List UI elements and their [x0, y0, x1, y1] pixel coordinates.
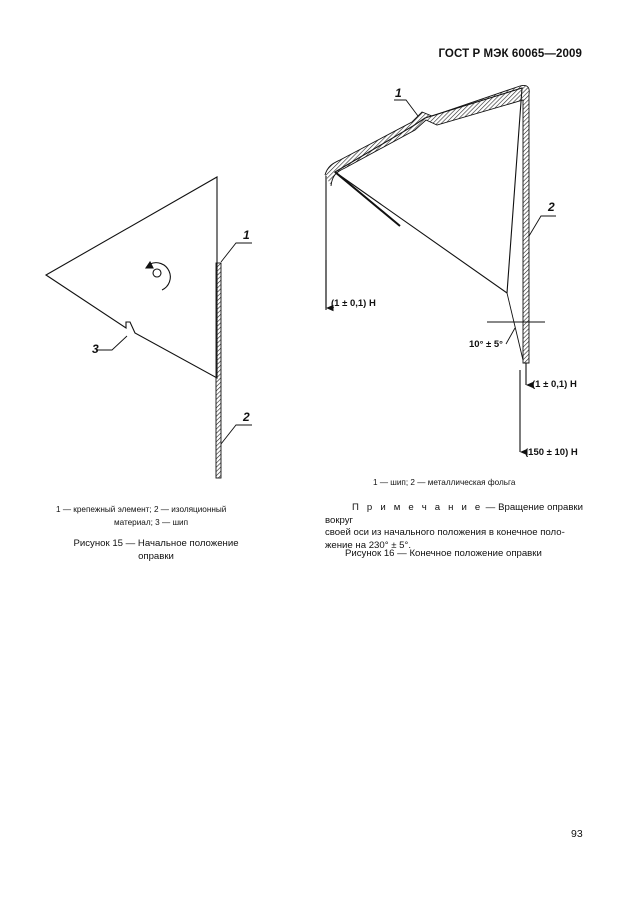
fig15-legend-line2: материал; 3 — шип [113, 518, 189, 527]
note-line3: жение на 230° ± 5°. [325, 539, 411, 551]
fig16-caption: Рисунок 16 — Конечное положение оправки [345, 548, 542, 559]
fig15-caption [56, 538, 256, 563]
figure-16-drawing [325, 85, 556, 452]
page-number: 93 [571, 828, 583, 840]
fig16-label-1: 1 [395, 86, 402, 100]
rotation-arrow [150, 263, 170, 290]
metal-foil [325, 85, 529, 363]
fig16-legend: 1 — шип; 2 — металлическая фольга [373, 478, 516, 487]
note-title: П р и м е ч а н и е [352, 502, 483, 513]
fig15-label-2: 2 [243, 410, 250, 424]
force-left-label: (1 ± 0,1) Н [331, 298, 376, 309]
standard-header: ГОСТ Р МЭК 60065—2009 [438, 48, 582, 60]
note-line1: — Вращение оправки вокруг [325, 502, 583, 526]
fig15-caption-line1: Рисунок 15 — Начальное положение [73, 538, 239, 549]
force-bottom-label: (150 ± 10) Н [525, 447, 578, 458]
insulation-material [216, 263, 221, 478]
angle-label: 10° ± 5° [469, 339, 503, 350]
axis-circle [153, 269, 161, 277]
figure-15-drawing [46, 177, 252, 478]
fig15-label-1: 1 [243, 228, 250, 242]
fig15-caption-line2: оправки [138, 550, 174, 562]
fig16-note [325, 502, 583, 552]
mandrel-triangle [46, 177, 217, 378]
force-mid-label: (1 ± 0,1) Н [532, 379, 577, 390]
note-line2: своей оси из начального положения в конечное поло- [325, 527, 565, 538]
fig15-label-3: 3 [92, 342, 99, 356]
fig15-legend-line1: 1 — крепежный элемент; 2 — изоляционный [56, 505, 227, 514]
fig16-label-2: 2 [548, 200, 555, 214]
fig15-legend [56, 503, 246, 529]
